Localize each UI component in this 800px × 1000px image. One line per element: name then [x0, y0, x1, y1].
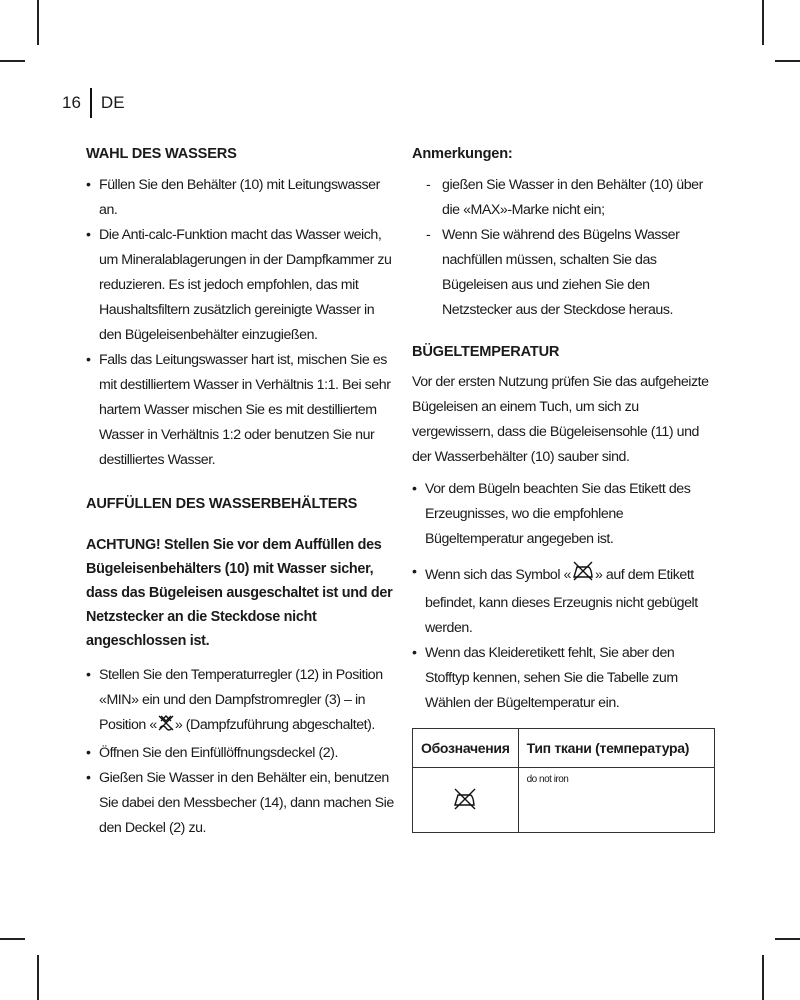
- water-choice-list: [86, 173, 394, 473]
- crop-mark: [762, 955, 764, 1000]
- item-text: Wenn sich das Symbol «: [425, 567, 571, 583]
- crop-mark: [775, 60, 800, 62]
- intro-paragraph: Vor der ersten Nutzung prüfen Sie das aufgeheizte Bügeleisen an einem Tuch, um sich zu vergewissern, dass die Bügeleisensohle (11) und der Wasserbehälter (10) sauber sind.: [412, 374, 709, 465]
- step-text: Stellen Sie den Temperaturregler (12) in Position «MIN» ein und den Dampfstromregler (3) – in Position «: [99, 667, 383, 733]
- page-header: [62, 88, 125, 118]
- table-cell-symbol: [413, 768, 519, 833]
- symbols-table: [412, 728, 715, 833]
- list-item: • Wenn das Kleideretikett fehlt, Sie aber den Stofftyp kennen, sehen Sie die Tabelle zum Wählen der Bügeltemperatur ein.: [412, 641, 718, 716]
- list-item: [412, 560, 718, 641]
- notes-title: Anmerkungen:: [412, 146, 513, 162]
- notes-list: [412, 173, 718, 323]
- list-item: • Falls das Leitungswasser hart ist, mischen Sie es mit destilliertem Wasser in Verhältnis 1:1. Bei sehr hartem Wasser mischen Sie es mit destilliertem Wasser in Verhältnis 1:2 oder benutzen Sie nur destilliertes Wasser.: [86, 348, 394, 473]
- step-text: » (Dampfzuführung abgeschaltet).: [174, 717, 375, 733]
- crop-mark: [37, 0, 39, 45]
- list-item: • Öffnen Sie den Einfüllöffnungsdeckel (2).: [86, 741, 394, 766]
- crop-mark: [0, 938, 25, 940]
- left-column: [86, 143, 394, 841]
- table-header-fabric: Тип ткани (температура): [518, 729, 714, 768]
- crop-mark: [762, 0, 764, 45]
- section-title-auffuellen: AUFFÜLLEN DES WASSERBEHÄLTERS: [86, 496, 358, 512]
- no-iron-icon: [571, 560, 595, 591]
- table-header-symbol: Обозначения: [413, 729, 519, 768]
- list-item: [86, 663, 394, 741]
- table-row: [413, 768, 715, 833]
- table-cell-description: do not iron: [518, 768, 714, 833]
- page-number: 16: [62, 93, 81, 112]
- right-column: [412, 143, 718, 716]
- item-text: » auf dem Etikett befindet, kann dieses Erzeugnis nicht gebügelt werden.: [425, 567, 698, 636]
- list-item: • Die Anti-calc-Funktion macht das Wasser weich, um Mineralablagerungen in der Dampfkammer zu reduzieren. Es ist jedoch empfohlen, das mit Haushaltsfiltern zusätzlich gereinigte Wasser in den Bügeleisenbehälter einzugießen.: [86, 223, 394, 348]
- no-steam-icon: [157, 714, 175, 741]
- list-item: • Gießen Sie Wasser in den Behälter ein, benutzen Sie dabei den Messbecher (14), dann machen Sie den Deckel (2) zu.: [86, 766, 394, 841]
- list-item: - Wenn Sie während des Bügelns Wasser nachfüllen müssen, schalten Sie das Bügeleisen aus und ziehen Sie den Netzstecker aus der Steckdose heraus.: [412, 223, 718, 323]
- filling-steps-list: [86, 663, 394, 841]
- crop-mark: [37, 955, 39, 1000]
- no-iron-icon: [452, 798, 478, 814]
- temperature-list: [412, 477, 718, 716]
- crop-mark: [0, 60, 25, 62]
- list-item: • Vor dem Bügeln beachten Sie das Etikett des Erzeugnisses, wo die empfohlene Bügeltemperatur angegeben ist.: [412, 477, 718, 552]
- table-header-row: [413, 729, 715, 768]
- section-title-wahl: WAHL DES WASSERS: [86, 146, 237, 162]
- section-title-buegeltemperatur: BÜGELTEMPERATUR: [412, 344, 560, 360]
- crop-mark: [775, 938, 800, 940]
- warning-text: ACHTUNG! Stellen Sie vor dem Auffüllen des Bügeleisenbehälters (10) mit Wasser sicher, dass das Bügeleisen ausgeschaltet ist und der Netzstecker an die Steckdose nicht angeschlossen ist.: [86, 537, 393, 649]
- language-code: DE: [100, 93, 125, 112]
- list-item: • Füllen Sie den Behälter (10) mit Leitungswasser an.: [86, 173, 394, 223]
- list-item: - gießen Sie Wasser in den Behälter (10) über die «MAX»-Marke nicht ein;: [412, 173, 718, 223]
